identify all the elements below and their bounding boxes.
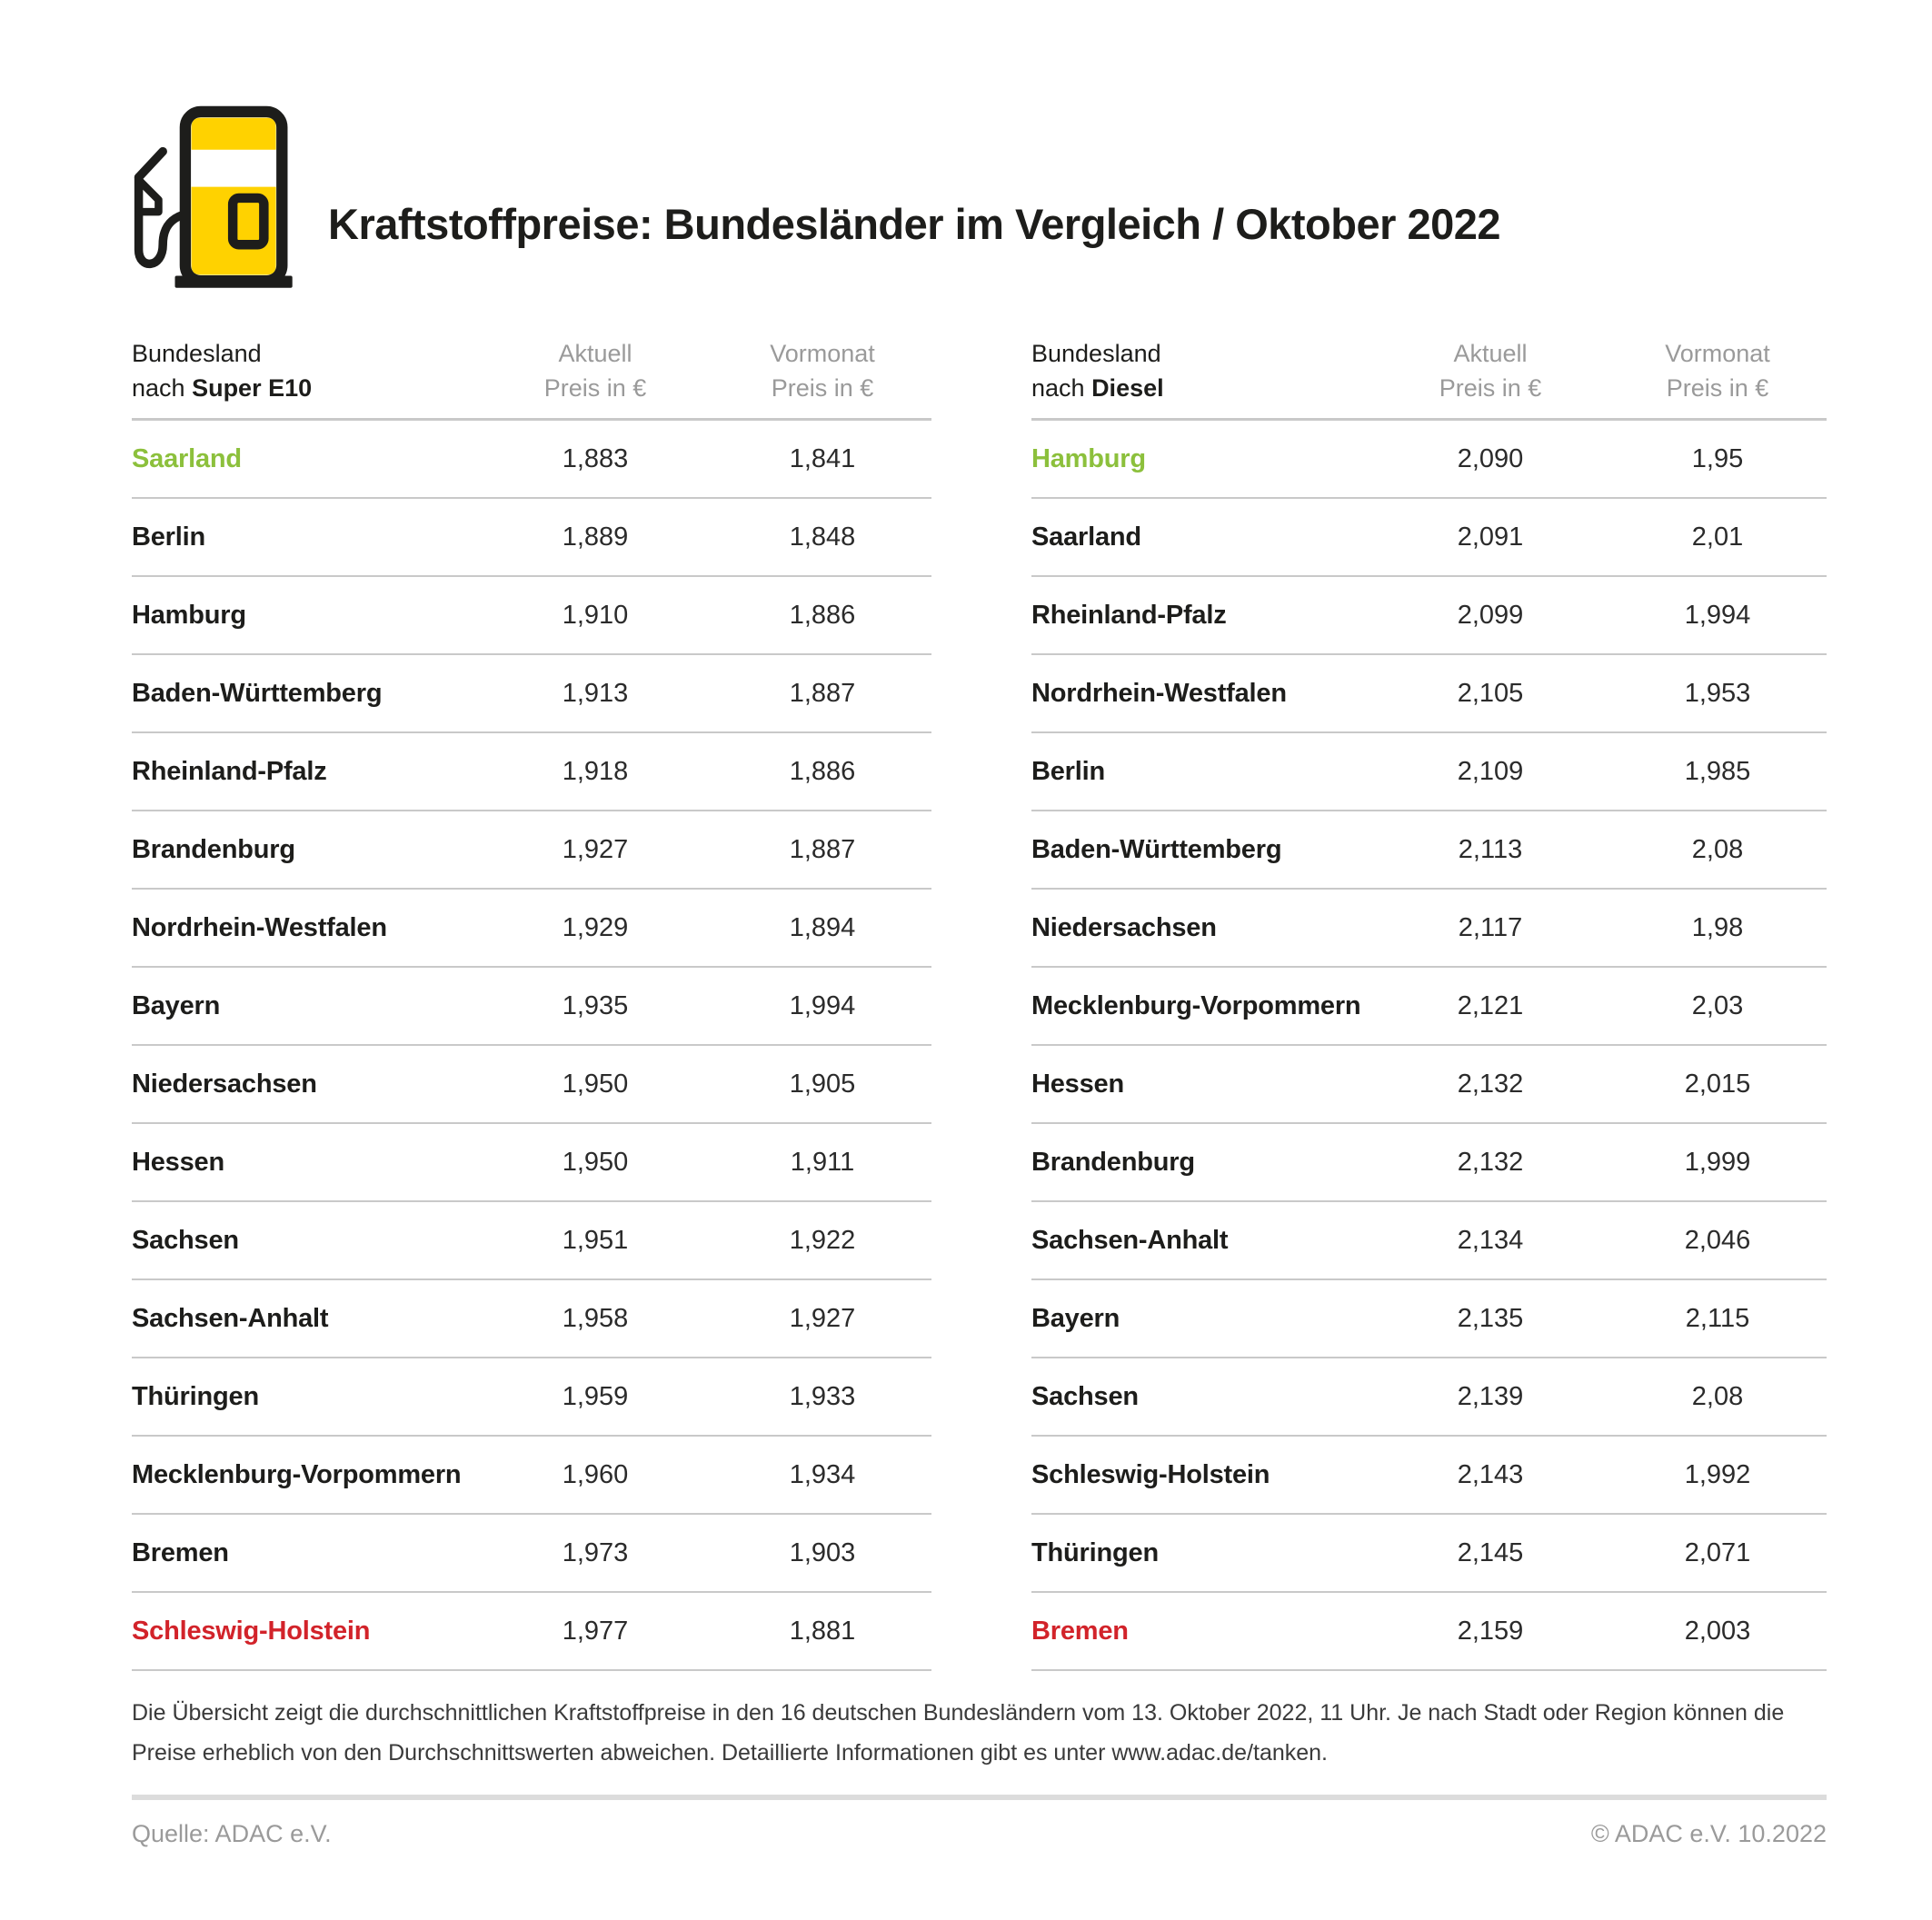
table-row (1031, 1124, 1827, 1202)
aktuell-price: 2,117 (1458, 912, 1523, 942)
copyright-credit: © ADAC e.V. 10.2022 (1590, 1820, 1827, 1847)
state-name: Berlin (132, 522, 205, 552)
state-name: Hamburg (1031, 443, 1146, 473)
footnote-line-2: Preise erheblich von den Durchschnittswerten abweichen. Detaillierte Informationen gibt es unter www.adac.de/tanken. (132, 1740, 1329, 1766)
vormonat-price: 2,08 (1691, 834, 1744, 864)
table-row (1031, 733, 1827, 811)
aktuell-price: 1,977 (562, 1616, 629, 1646)
page-footer (132, 1820, 1827, 1848)
vormonat-price: 1,911 (790, 1147, 855, 1177)
table-row (132, 499, 931, 577)
vormonat-price: 1,886 (789, 600, 856, 630)
table-row (132, 1437, 931, 1515)
aktuell-price: 2,090 (1457, 443, 1524, 473)
table-row (132, 968, 931, 1046)
tables-area (132, 336, 1827, 1671)
state-name: Niedersachsen (1031, 912, 1217, 942)
pump-cap (192, 118, 276, 150)
vormonat-price: 1,953 (1684, 678, 1751, 708)
col-header-aktuell: Aktuell Preis in € (543, 340, 647, 402)
vormonat-price: 1,887 (789, 678, 856, 708)
footnote (132, 1693, 1827, 1773)
aktuell-price: 1,889 (562, 522, 629, 552)
vormonat-price: 1,887 (789, 834, 856, 864)
table-row (1031, 1202, 1827, 1280)
vormonat-price: 1,841 (789, 443, 856, 473)
table-diesel-body (1031, 421, 1827, 1671)
vormonat-price: 1,905 (789, 1069, 856, 1099)
aktuell-price: 1,910 (562, 600, 629, 630)
vormonat-price: 1,999 (1684, 1147, 1751, 1177)
table-row (1031, 811, 1827, 890)
state-name: Rheinland-Pfalz (132, 756, 327, 786)
vormonat-price: 1,922 (789, 1225, 856, 1255)
table-row (1031, 1358, 1827, 1437)
vormonat-price: 2,003 (1684, 1616, 1751, 1646)
aktuell-price: 1,958 (562, 1303, 629, 1333)
aktuell-price: 1,929 (562, 912, 629, 942)
table-row (132, 733, 931, 811)
table-row (1031, 421, 1827, 499)
aktuell-price: 1,951 (562, 1225, 629, 1255)
table-row (1031, 1046, 1827, 1124)
aktuell-price: 1,883 (562, 443, 629, 473)
aktuell-price: 1,950 (562, 1147, 629, 1177)
table-row (132, 1593, 931, 1671)
vormonat-price: 1,886 (789, 756, 856, 786)
state-name: Hessen (1031, 1069, 1124, 1099)
vormonat-price: 2,115 (1685, 1303, 1750, 1333)
aktuell-price: 2,132 (1457, 1069, 1524, 1099)
state-name: Bremen (132, 1537, 229, 1567)
vormonat-price: 1,927 (789, 1303, 856, 1333)
footnote-line-1: Die Übersicht zeigt die durchschnittlichen Kraftstoffpreise in den 16 deutschen Bundesländern vom 13. Oktober 2022, 11 Uhr. Je nach Stadt oder Region können die (132, 1700, 1785, 1726)
aktuell-price: 2,121 (1457, 990, 1524, 1020)
table-row (1031, 1437, 1827, 1515)
aktuell-price: 1,973 (562, 1537, 629, 1567)
vormonat-price: 1,994 (789, 990, 856, 1020)
table-diesel (1031, 336, 1827, 1671)
state-name: Berlin (1031, 756, 1105, 786)
vormonat-price: 1,894 (789, 912, 856, 942)
state-name: Schleswig-Holstein (1031, 1459, 1270, 1489)
state-name: Thüringen (132, 1381, 259, 1411)
table-diesel-header (1031, 336, 1827, 421)
state-name: Sachsen-Anhalt (1031, 1225, 1229, 1255)
vormonat-price: 1,848 (789, 522, 856, 552)
aktuell-price: 2,109 (1457, 756, 1524, 786)
vormonat-price: 2,046 (1684, 1225, 1751, 1255)
table-row (132, 1124, 931, 1202)
col-header-aktuell: Aktuell Preis in € (1439, 340, 1542, 402)
vormonat-price: 1,994 (1684, 600, 1751, 630)
aktuell-price: 2,132 (1457, 1147, 1524, 1177)
aktuell-price: 1,927 (562, 834, 629, 864)
table-row (1031, 499, 1827, 577)
state-name: Niedersachsen (132, 1069, 317, 1099)
table-row (1031, 890, 1827, 968)
table-row (132, 1202, 931, 1280)
state-name: Bremen (1031, 1616, 1129, 1646)
pump-base (175, 275, 293, 287)
col-header-vormonat: Vormonat Preis in € (1665, 340, 1770, 402)
state-name: Mecklenburg-Vorpommern (1031, 990, 1361, 1020)
pump-nozzle-handle (139, 152, 164, 178)
table-super-e10-body (132, 421, 931, 1671)
table-row (132, 1358, 931, 1437)
table-row (132, 577, 931, 655)
vormonat-price: 2,071 (1684, 1537, 1751, 1567)
table-row (1031, 1280, 1827, 1358)
masthead (132, 102, 1827, 293)
vormonat-price: 1,98 (1691, 912, 1744, 942)
aktuell-price: 2,105 (1457, 678, 1524, 708)
vormonat-price: 1,992 (1684, 1459, 1751, 1489)
aktuell-price: 2,145 (1457, 1537, 1524, 1567)
aktuell-price: 1,913 (562, 678, 629, 708)
col-header-vormonat: Vormonat Preis in € (770, 340, 875, 402)
vormonat-price: 1,903 (789, 1537, 856, 1567)
aktuell-price: 2,143 (1457, 1459, 1524, 1489)
aktuell-price: 2,134 (1457, 1225, 1524, 1255)
aktuell-price: 2,099 (1457, 600, 1524, 630)
state-name: Rheinland-Pfalz (1031, 600, 1227, 630)
table-row (1031, 1515, 1827, 1593)
state-name: Sachsen-Anhalt (132, 1303, 329, 1333)
table-row (132, 421, 931, 499)
table-row (132, 655, 931, 733)
vormonat-price: 1,95 (1691, 443, 1744, 473)
aktuell-price: 1,918 (562, 756, 629, 786)
footer-divider (132, 1795, 1827, 1800)
table-row (1031, 968, 1827, 1046)
state-name: Sachsen (132, 1225, 239, 1255)
state-name: Nordrhein-Westfalen (132, 912, 387, 942)
aktuell-price: 1,960 (562, 1459, 629, 1489)
aktuell-price: 2,159 (1457, 1616, 1524, 1646)
vormonat-price: 1,934 (789, 1459, 856, 1489)
aktuell-price: 2,139 (1457, 1381, 1524, 1411)
pump-window (233, 198, 264, 244)
state-name: Bayern (132, 990, 221, 1020)
state-name: Saarland (132, 443, 242, 473)
table-row (132, 890, 931, 968)
table-row (1031, 655, 1827, 733)
col-header-bundesland: Bundesland nach Super E10 (132, 340, 313, 402)
aktuell-price: 2,135 (1457, 1303, 1524, 1333)
state-name: Brandenburg (1031, 1147, 1195, 1177)
aktuell-price: 2,113 (1458, 834, 1523, 864)
state-name: Baden-Württemberg (132, 678, 383, 708)
vormonat-price: 2,015 (1684, 1069, 1751, 1099)
state-name: Hessen (132, 1147, 224, 1177)
table-row (1031, 1593, 1827, 1671)
state-name: Saarland (1031, 522, 1141, 552)
page-title: Kraftstoffpreise: Bundesländer im Vergleich / Oktober 2022 (328, 200, 1501, 249)
vormonat-price: 2,03 (1691, 990, 1744, 1020)
state-name: Thüringen (1031, 1537, 1159, 1567)
aktuell-price: 1,959 (562, 1381, 629, 1411)
source-credit: Quelle: ADAC e.V. (132, 1820, 332, 1847)
table-row (132, 1515, 931, 1593)
vormonat-price: 1,933 (789, 1381, 856, 1411)
table-row (1031, 577, 1827, 655)
state-name: Sachsen (1031, 1381, 1139, 1411)
table-super-e10-header (132, 336, 931, 421)
aktuell-price: 2,091 (1457, 522, 1524, 552)
table-row (132, 1280, 931, 1358)
state-name: Baden-Württemberg (1031, 834, 1282, 864)
state-name: Bayern (1031, 1303, 1120, 1333)
aktuell-price: 1,935 (562, 990, 629, 1020)
vormonat-price: 1,881 (789, 1616, 856, 1646)
aktuell-price: 1,950 (562, 1069, 629, 1099)
vormonat-price: 2,01 (1691, 522, 1744, 552)
col-header-bundesland: Bundesland nach Diesel (1031, 340, 1164, 402)
fuel-pump-icon-svg (132, 104, 304, 291)
state-name: Brandenburg (132, 834, 295, 864)
state-name: Mecklenburg-Vorpommern (132, 1459, 462, 1489)
state-name: Nordrhein-Westfalen (1031, 678, 1287, 708)
fuel-pump-icon (132, 104, 304, 291)
vormonat-price: 2,08 (1691, 1381, 1744, 1411)
table-row (132, 811, 931, 890)
table-row (132, 1046, 931, 1124)
state-name: Schleswig-Holstein (132, 1616, 371, 1646)
state-name: Hamburg (132, 600, 246, 630)
table-super-e10 (132, 336, 931, 1671)
vormonat-price: 1,985 (1684, 756, 1751, 786)
